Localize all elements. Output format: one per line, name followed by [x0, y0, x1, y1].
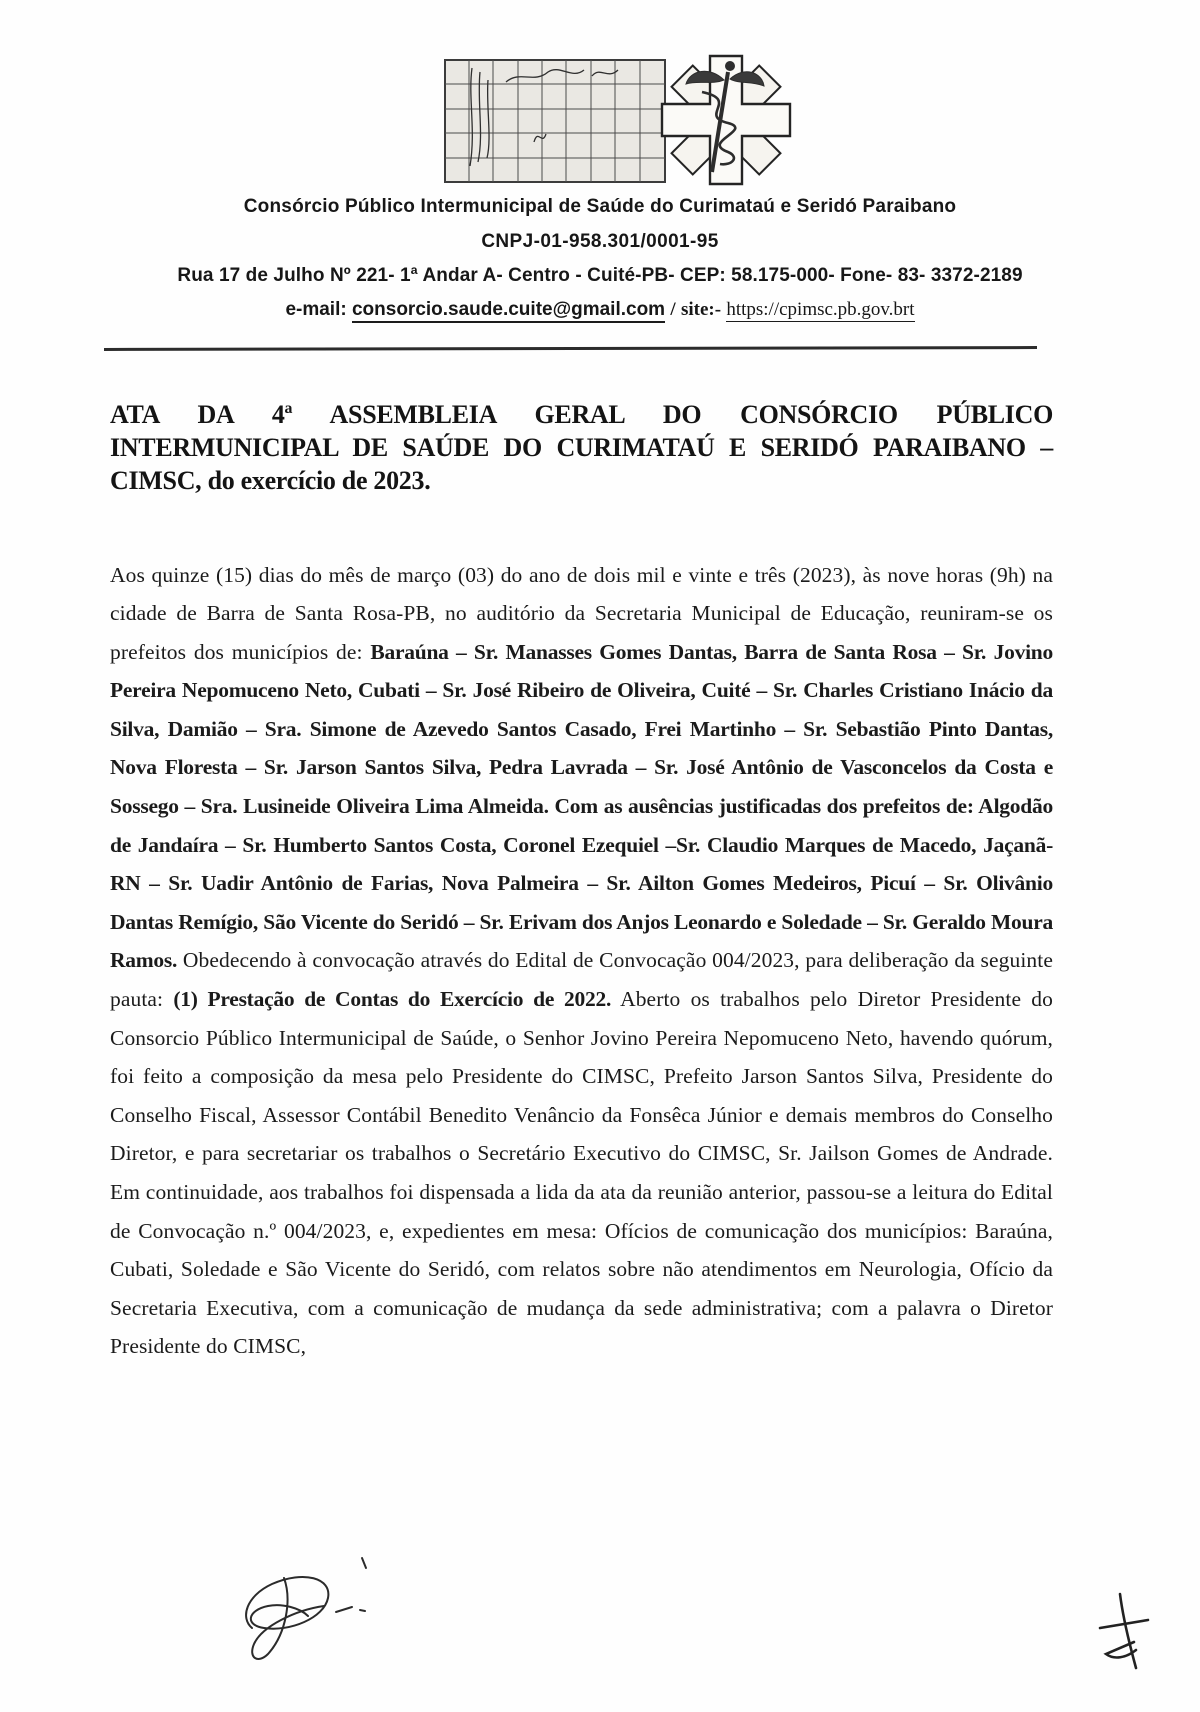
cimsc-logo	[442, 54, 810, 186]
horizontal-divider	[104, 346, 1037, 351]
org-cnpj: CNPJ-01-958.301/0001-95	[481, 231, 719, 252]
site-label: site:-	[680, 299, 722, 320]
email-label: e-mail:	[285, 299, 347, 320]
cimsc-logo-graphic	[442, 54, 810, 186]
document-title: ATA DA 4ª ASSEMBLEIA GERAL DO CONSÓRCIO PÚBLICO INTERMUNICIPAL DE SAÚDE DO CURIMATAÚ E SERIDÓ PARAIBANO – CIMSC, do exercício de 2023.	[110, 400, 1053, 495]
pen-scribble-mark	[1094, 1590, 1158, 1682]
document-body-paragraph	[110, 556, 1053, 1366]
body-text-segment: (1) Prestação de Contas do Exercício de 2022.	[173, 987, 612, 1012]
org-name: Consórcio Público Intermunicipal de Saúde do Curimataú e Seridó Paraibano	[243, 196, 957, 217]
email-address: consorcio.saude.cuite@gmail.com	[352, 299, 665, 323]
body-text-segment: Baraúna – Sr. Manasses Gomes Dantas, Barra de Santa Rosa – Sr. Jovino Pereira Nepomuceno Neto, Cubati – Sr. José Ribeiro de Oliveira, Cuité – Sr. Charles Cristiano Inácio da Silva, Damião – Sra. Simone de Azevedo Santos Casado, Frei Martinho – Sr. Sebastião Pinto Dantas, Nova Floresta – Sr. Jarson Santos Silva, Pedra Lavrada – Sr. José Antônio de Vasconcelos da Costa e Sossego – Sra. Lusineide Oliveira Lima Almeida. Com as ausências justificadas dos prefeitos de: Algodão de Jandaíra – Sr. Humberto Santos Costa, Coronel Ezequiel –Sr. Claudio Marques de Macedo, Jaçanã-RN – Sr. Uadir Antônio de Farias, Nova Palmeira – Sr. Ailton Gomes Medeiros, Picuí – Sr. Olivânio Dantas Remígio, São Vicente do Seridó – Sr. Erivam dos Anjos Leonardo e Soledade – Sr. Geraldo Moura Ramos.	[110, 639, 1053, 973]
contact-line	[0, 299, 1200, 321]
handwritten-signature	[212, 1548, 392, 1678]
separator-slash: /	[670, 299, 676, 320]
site-url: https://cpimsc.pb.gov.brt	[726, 299, 915, 320]
body-text-segment: Aberto os trabalhos pelo Diretor Presidente do Consorcio Público Intermunicipal de Saúde, o Senhor Jovino Pereira Nepomuceno Neto, havendo quórum, foi feito a composição da mesa pelo Presidente do CIMSC, Prefeito Jarson Santos Silva, Presidente do Conselho Fiscal, Assessor Contábil Benedito Venâncio da Fonsêca Júnior e demais membros do Conselho Diretor, e para secretariar os trabalhos o Secretário Executivo do CIMSC, Sr. Jailson Gomes de Andrade. Em continuidade, aos trabalhos foi dispensada a lida da ata da reunião anterior, passou-se a leitura do Edital de Convocação n.º 004/2023, e, expedientes em mesa: Ofícios de comunicação dos municípios: Baraúna, Cubati, Soledade e São Vicente do Seridó, com relatos sobre não atendimentos em Neurologia, Ofício da Secretaria Executiva, com a comunicação de mudança da sede administrativa; com a palavra o Diretor Presidente do CIMSC,	[110, 987, 1053, 1359]
logo-grid	[445, 60, 665, 182]
body-text-segment: Obedecendo à convocação através do Edital de Convocação 004/2023, para deliberação da seguinte pauta:	[110, 948, 1053, 1012]
org-address: Rua 17 de Julho Nº 221- 1ª Andar A- Centro - Cuité-PB- CEP: 58.175-000- Fone- 83- 3372-2189	[177, 265, 1023, 286]
body-text-segment: Aos quinze (15) dias do mês de março (03) do ano de dois mil e vinte e três (2023), às nove horas (9h) na cidade de Barra de Santa Rosa-PB, no auditório da Secretaria Municipal de Educação, reuniram-se os prefeitos dos municípios de:	[110, 562, 1053, 664]
